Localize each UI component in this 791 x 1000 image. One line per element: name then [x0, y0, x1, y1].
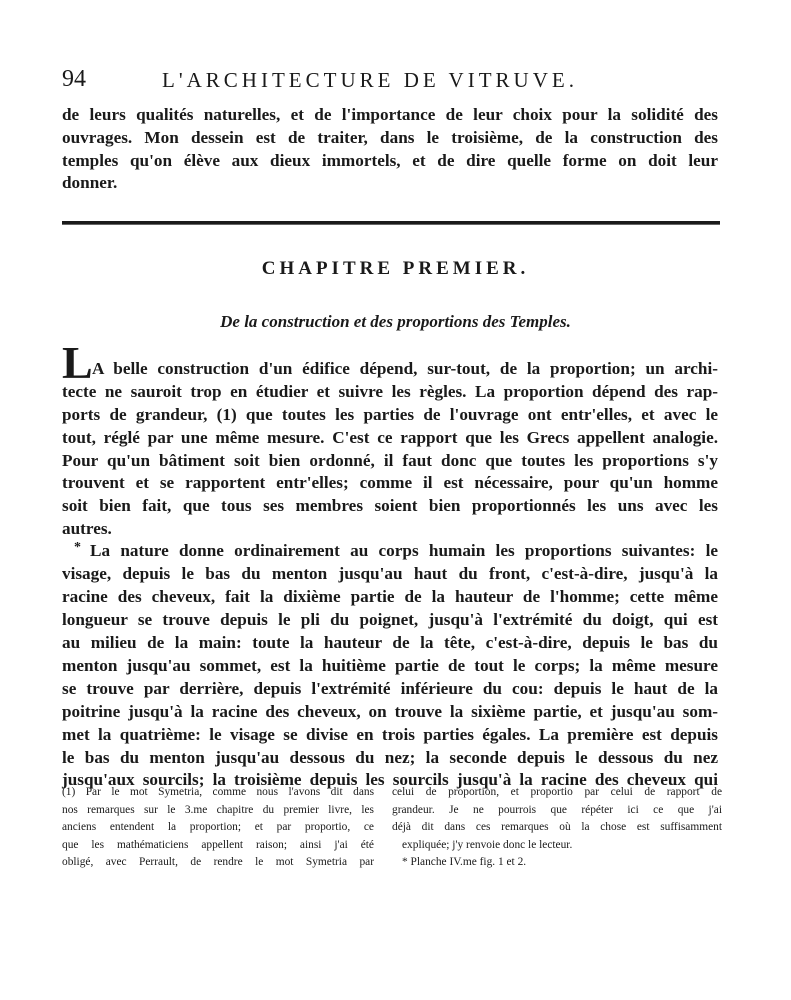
chapter-subtitle: De la construction et des proportions des Temples. — [220, 312, 571, 331]
paragraph-line: tecte ne sauroit trop en étudier et suivre les règles. La proportion dépend des rap- — [62, 382, 718, 401]
footnote-line: celui de proportion, et proportio par celui de rapport de — [392, 786, 722, 798]
page-number: 94 — [62, 66, 86, 92]
footnote-line: obligé, avec Perrault, de rendre le mot Symetria par — [62, 856, 374, 868]
paragraph-line: racine des cheveux, fait la dixième partie de la hauteur de l'homme; cette même — [62, 587, 718, 606]
paragraph-line: soit bien fait, que tous ses membres soient bien proportionnés les uns avec les — [62, 496, 718, 515]
paragraph-line: menton jusqu'au sommet, est la huitième partie de tout le corps; la même mesure — [62, 656, 718, 675]
footnote-line: déjà dit dans ces remarques où la chose est suffisamment — [392, 821, 722, 833]
footnote-line: (1) Par le mot Symetria, comme nous l'avons dit dans — [62, 786, 374, 798]
paragraph-line: trouvent et se rapportent entr'elles; comme il est nécessaire, pour qu'un homme — [62, 473, 718, 492]
running-head — [62, 66, 724, 98]
intro-line: donner. — [62, 173, 118, 192]
paragraph-line: longueur se trouve depuis le pli du poignet, jusqu'à l'extrémité du doigt, qui est — [62, 610, 718, 629]
footnote-line: anciens entendent la proportion; et par proportio, ce — [62, 821, 374, 833]
drop-cap: L — [62, 337, 93, 388]
intro-line: de leurs qualités naturelles, et de l'importance de leur choix pour la solidité des — [62, 105, 718, 124]
paragraph-line: tout, réglé par une même mesure. C'est ce rapport que les Grecs appellent analogie. — [62, 428, 718, 447]
paragraph-line: Pour qu'un bâtiment soit bien ordonné, il faut donc que toutes les proportions s'y — [62, 451, 718, 470]
footnote-left-column — [62, 784, 374, 872]
chapter-title: CHAPITRE PREMIER. — [261, 258, 530, 279]
footnote-line: expliquée; j'y renvoie donc le lecteur. — [402, 838, 573, 851]
section-divider — [62, 221, 720, 225]
intro-line: ouvrages. Mon dessein est de traiter, dans le troisième, de la construction des — [62, 128, 718, 147]
paragraph-line: La nature donne ordinairement au corps humain les proportions suivantes: le — [90, 541, 718, 560]
paragraph-line: ports de grandeur, (1) que toutes les parties de l'ouvrage ont entr'elles, et avec le — [62, 405, 718, 424]
paragraph-line: poitrine jusqu'à la racine des cheveux, on trouve la sixième partie, et jusqu'au som- — [62, 702, 718, 721]
paragraph-line: met la quatrième: le visage se divise en trois parties égales. La première est depuis — [62, 725, 718, 744]
footnote-right-column — [392, 784, 722, 872]
footnote-star-marker: * — [74, 540, 81, 555]
footnote-line: grandeur. Je ne pourrois que répéter ici ce que j'ai — [392, 803, 722, 816]
intro-line: temples qu'on élève aux dieux immortels, et de dire quelle forme on doit leur — [62, 151, 718, 170]
paragraph-line: le bas du menton jusqu'au dessous du nez; la seconde depuis le dessous du nez — [62, 748, 718, 767]
paragraph-line: jusqu'aux sourcils; la troisième depuis les sourcils jusqu'à la racine des cheveux qui — [62, 770, 718, 789]
running-title: L'ARCHITECTURE DE VITRUVE. — [162, 68, 578, 92]
paragraph-line: autres. — [62, 519, 112, 538]
footnote-line: nos remarques sur le 3.me chapitre du premier livre, les — [62, 803, 374, 816]
footnote-line: que les mathématiciens appellent raison; ainsi j'ai été — [62, 838, 374, 851]
paragraph-line: visage, depuis le bas du menton jusqu'au haut du front, c'est-à-dire, jusqu'à la — [62, 564, 718, 583]
paragraph-line: se trouve par derrière, depuis l'extrémité inférieure du cou: depuis le haut de la — [62, 679, 718, 698]
paragraph-line: A belle construction d'un édifice dépend, sur-tout, de la proportion; un archi- — [92, 359, 718, 378]
paragraph-line: au milieu de la main: toute la hauteur de la tête, c'est-à-dire, depuis le bas du — [62, 633, 718, 652]
plate-reference: * Planche IV.me fig. 1 et 2. — [402, 856, 527, 868]
